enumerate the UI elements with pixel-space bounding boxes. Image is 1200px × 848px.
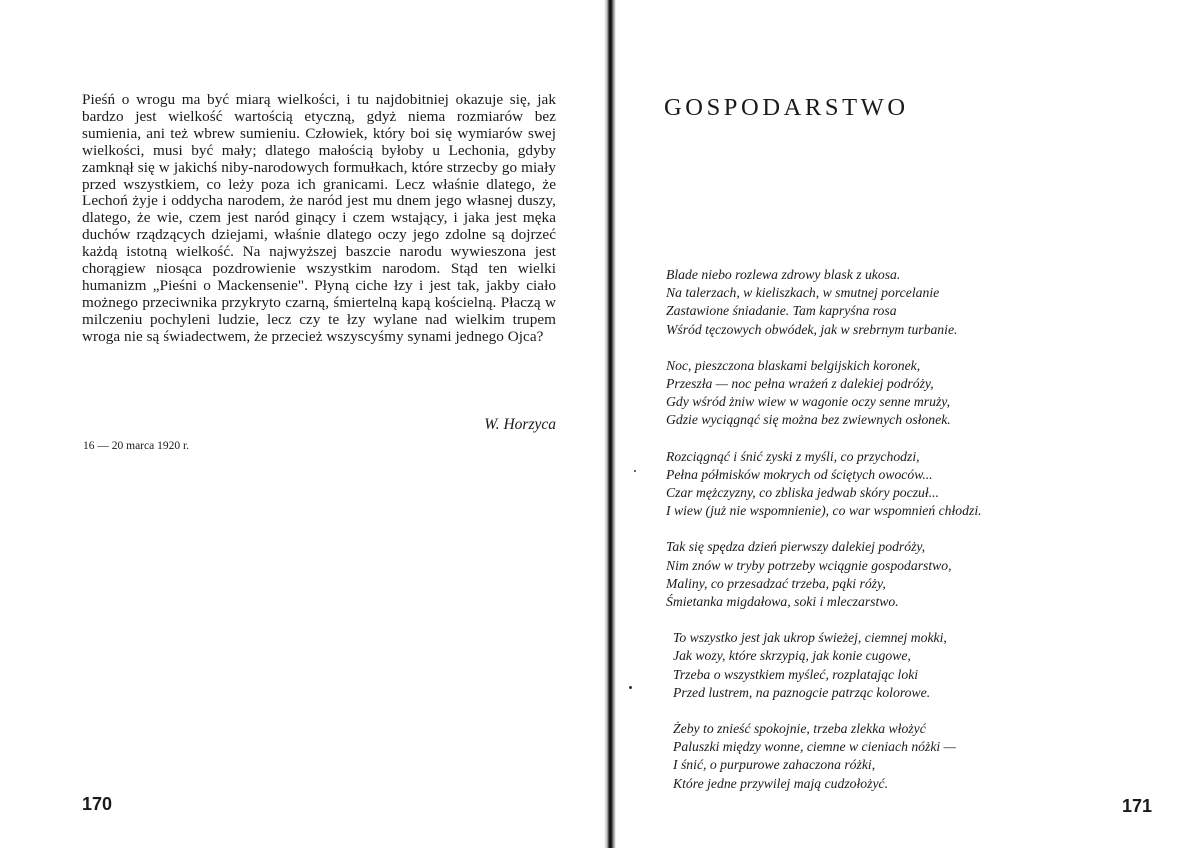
- poem-line: Trzeba o wszystkiem myśleć, rozplatając loki: [673, 666, 919, 682]
- date-line: 16 — 20 marca 1920 r.: [83, 440, 190, 452]
- stanza: [666, 629, 1186, 702]
- poem-line: Maliny, co przesadzać trzeba, pąki róży,: [666, 575, 886, 591]
- stanza: [666, 266, 1186, 339]
- book-gutter: [604, 0, 616, 848]
- poem-line: Paluszki między wonne, ciemne w cieniach nóżki —: [673, 739, 956, 755]
- poem-line: Pełna półmisków mokrych od ściętych owoców...: [666, 466, 933, 482]
- poem-line: Noc, pieszczona blaskami belgijskich koronek,: [666, 357, 921, 373]
- poem-line: Jak wozy, które skrzypią, jak konie cugowe,: [673, 648, 911, 664]
- poem-line: I wiew (już nie wspomnienie), co war wspomnień chłodzi.: [666, 503, 982, 519]
- poem-line: Czar mężczyzny, co zbliska jedwab skóry poczuł...: [666, 485, 939, 501]
- stanza: [666, 448, 1186, 521]
- stanza: [666, 720, 1186, 793]
- poem-title: GOSPODARSTWO: [664, 94, 909, 121]
- ink-speck: [634, 470, 636, 472]
- poem-line: Gdy wśród żniw wiew w wagonie oczy senne mruży,: [666, 394, 951, 410]
- prose-paragraph: Pieśń o wrogu ma być miarą wielkości, i tu najdobitniej okazuje się, jak bardzo jest wielkość wartością etyczną, gdyż niema rozmiarów bez sumienia, ani też wbrew sumieniu. Człowiek, który boi się wymiarów swej wielkości, musi być mały; dlatego małością byłoby u Lechonia, gdyby zamknął się w jakichś niby-narodowych formułkach, które strzecby go miały przed wszystkiem, co leży poza ich granicami. Lecz właśnie dlatego, że Lechoń żyje i oddycha narodem, że naród jest mu dnem jego własnej duszy, dlatego, że wie, czem jest naród ginący i czem wstający, i jaka jest męka duchów rządzących dziejami, właśnie dlatego oczy jego zdolne są dojrzeć każdą istotną wielkość. Na najwyższej baszcie narodu wywieszona jest chorągiew niosąca pozdrowienie wszystkim narodom. Stąd ten wielki humanizm „Pieśni o Mackensenie". Płyną ciche łzy i jest tak, jakby ciało możnego przeciwnika przykryto czarną, śmiertelną kapą kościelną. Płaczą w milczeniu pochyleni ludzie, lecz czy te łzy wylane nad wielkim trupem wroga nie są świadectwem, że przecież wszyscyśmy synami jednego Ojca?: [82, 91, 556, 345]
- poem-line: Na talerzach, w kieliszkach, w smutnej porcelanie: [666, 285, 940, 301]
- prose-block: [82, 92, 556, 346]
- poem-line: Rozciągnąć i śnić zyski z myśli, co przychodzi,: [666, 448, 920, 464]
- poem-line: Tak się spędza dzień pierwszy dalekiej podróży,: [666, 539, 926, 555]
- poem-line: Zastawione śniadanie. Tam kapryśna rosa: [666, 303, 897, 319]
- poem-line: Przed lustrem, na paznogcie patrząc kolorowe.: [673, 684, 931, 700]
- poem-line: To wszystko jest jak ukrop świeżej, ciemnej mokki,: [673, 630, 947, 646]
- stanza: [666, 538, 1186, 611]
- ink-speck: [629, 686, 632, 689]
- stanza: [666, 357, 1186, 430]
- right-page: [616, 0, 1200, 848]
- poem: [666, 266, 1186, 811]
- poem-line: Blade niebo rozlewa zdrowy blask z ukosa.: [666, 267, 901, 282]
- poem-line: Gdzie wyciągnąć się można bez zwiewnych osłonek.: [666, 412, 951, 428]
- poem-line: Żeby to znieść spokojnie, trzeba zlekka włożyć: [673, 721, 926, 737]
- poem-line: Nim znów w tryby potrzeby wciągnie gospodarstwo,: [666, 557, 952, 573]
- author-signature: W. Horzyca: [484, 416, 556, 433]
- poem-line: Wśród tęczowych obwódek, jak w srebrnym turbanie.: [666, 321, 958, 337]
- poem-line: Które jedne przywilej mają cudzołożyć.: [673, 775, 889, 791]
- poem-line: Śmietanka migdałowa, soki i mleczarstwo.: [666, 594, 899, 610]
- page-number-right: 171: [1122, 796, 1153, 816]
- page-number-left: 170: [82, 794, 113, 814]
- poem-line: I śnić, o purpurowe zahaczona różki,: [673, 757, 876, 773]
- poem-line: Przeszła — noc pełna wrażeń z dalekiej podróży,: [666, 376, 934, 392]
